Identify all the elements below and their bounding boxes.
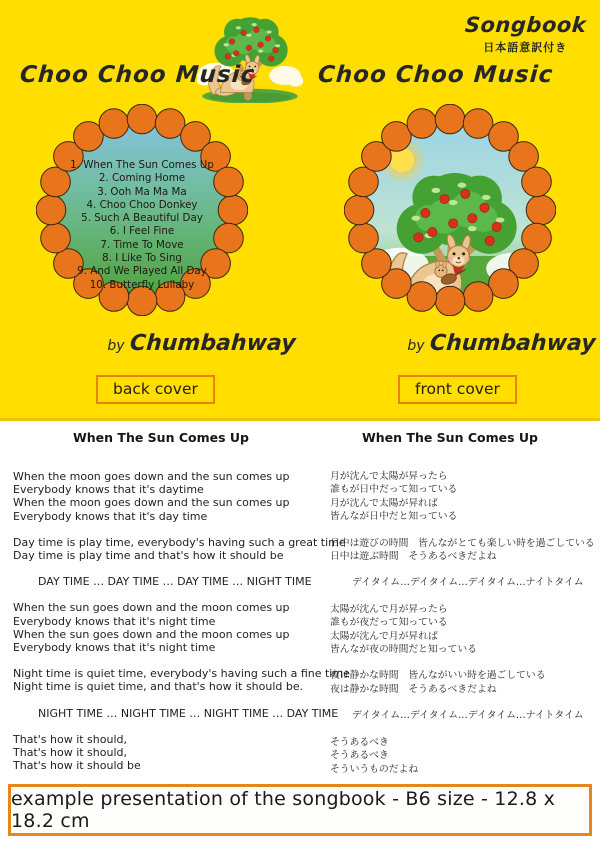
lyric-line: Everybody knows that it's daytime xyxy=(13,483,204,497)
artist-name: Chumbahway xyxy=(428,331,596,356)
tracklist xyxy=(52,159,232,292)
track-item: 4. Choo Choo Donkey xyxy=(86,198,198,211)
stanza xyxy=(13,733,309,773)
stanza xyxy=(13,601,309,654)
lyric-line: 月が沈んで太陽が昇れば xyxy=(330,497,438,509)
chorus-line xyxy=(330,576,592,589)
front-cover-artwork xyxy=(344,104,556,316)
lyric-line: 日中は遊ぶ時間 そうあるべきだよね xyxy=(330,551,497,563)
lyric-line: When the moon goes down and the sun comes up xyxy=(13,470,290,483)
chorus-line xyxy=(13,575,312,589)
byline-back xyxy=(100,331,295,356)
lyric-line: 誰もが日中だって知っている xyxy=(330,484,458,496)
track-item: 2. Coming Home xyxy=(98,172,186,185)
lyric-line: 月が沈んで太陽が昇ったら xyxy=(330,471,448,482)
lyric-line: Night time is quiet time, and that's how it should be. xyxy=(13,680,304,694)
front-cover-tag: front cover xyxy=(398,375,517,404)
front-cover-disc xyxy=(344,104,556,316)
track-item: 5. Such A Beautiful Day xyxy=(81,212,203,225)
caption-text: example presentation of the songbook - B6 size - 12.8 x 18.2 cm xyxy=(11,788,556,832)
lyric-line: 皆んなが日中だと知っている xyxy=(330,511,458,523)
chorus-line xyxy=(330,709,592,722)
caption-box xyxy=(8,784,592,836)
lyric-line: そうあるべき xyxy=(330,736,389,748)
lyric-line: DAY TIME … DAY TIME … DAY TIME … NIGHT TIME xyxy=(38,575,312,589)
byline-by: by xyxy=(407,338,425,354)
lyric-line: That's how it should be xyxy=(13,759,141,773)
track-item: 6. I Feel Fine xyxy=(109,225,175,238)
chorus-line xyxy=(13,706,339,720)
lyric-line: Day time is play time, everybody's having such a great time xyxy=(13,535,346,549)
back-cover-artwork xyxy=(36,104,248,316)
song-title-english: When The Sun Comes Up xyxy=(73,430,249,445)
lyric-line: Night time is quiet time, everybody's having such a fine time xyxy=(13,667,350,681)
stanza xyxy=(330,603,592,657)
yellow-header xyxy=(0,0,600,421)
lyric-line: Everybody knows that it's night time xyxy=(13,614,216,628)
artist-name: Chumbahway xyxy=(128,331,296,356)
lyric-line: NIGHT TIME … NIGHT TIME … NIGHT TIME … DAY TIME xyxy=(38,706,339,720)
kangaroo-tree-logo xyxy=(197,12,303,104)
lyric-line: 太陽が沈んで月が昇れば xyxy=(330,630,438,642)
lyric-line: デイタイム…デイタイム…デイタイム…ナイトタイム xyxy=(352,577,584,589)
album-title-front: Choo Choo Music xyxy=(317,62,555,88)
lyric-line: 皆んなが夜の時間だと知っている xyxy=(330,644,477,656)
byline-front xyxy=(400,331,595,356)
lyric-line: That's how it should, xyxy=(13,746,127,760)
track-item: 3. Ooh Ma Ma Ma xyxy=(97,185,187,198)
songbook-title: Songbook xyxy=(463,13,587,37)
track-item: 8. I Like To Sing xyxy=(102,252,182,265)
album-title-back: Choo Choo Music xyxy=(19,62,257,88)
stanza xyxy=(13,667,350,694)
back-cover-tag: back cover xyxy=(96,375,215,404)
lyric-line: 誰もが夜だって知っている xyxy=(330,617,448,629)
track-item: 1. When The Sun Comes Up xyxy=(70,159,214,171)
lyric-line: When the moon goes down and the sun comes up xyxy=(13,496,290,510)
lyrics-column-japanese xyxy=(330,430,595,789)
lyric-line: Day time is play time and that's how it should be xyxy=(13,549,284,563)
song-title-japanese: When The Sun Comes Up xyxy=(362,430,538,445)
track-item: 9. And We Played All Day xyxy=(77,265,207,278)
lyric-line: そうあるべき xyxy=(330,750,389,762)
stanza xyxy=(330,470,592,524)
stanza xyxy=(330,669,592,696)
lyric-line: That's how it should, xyxy=(13,732,127,746)
lyric-line: 太陽が沈んで月が昇ったら xyxy=(330,603,448,615)
track-item: 10. Butterfly Lullaby xyxy=(89,278,195,291)
byline-by: by xyxy=(107,338,125,354)
japanese-translation-note: 日本語意訳付き xyxy=(483,41,568,54)
lyric-line: When the sun goes down and the moon comes up xyxy=(13,627,290,641)
stanza xyxy=(330,537,595,564)
stanza xyxy=(13,470,309,523)
lyric-line: Everybody knows that it's night time xyxy=(13,641,216,655)
track-item: 7. Time To Move xyxy=(100,238,184,251)
lyric-line: When the sun goes down and the moon comes up xyxy=(13,601,290,615)
stanza xyxy=(330,736,592,776)
lyrics-column-english xyxy=(13,430,350,785)
lyric-line: 夜は静かな時間 皆んながいい時を過ごしている xyxy=(330,670,546,682)
lyric-line: そういうものだよね xyxy=(330,763,419,775)
stanza xyxy=(13,535,346,563)
lyric-line: Everybody knows that it's day time xyxy=(13,509,208,523)
lyric-line: 日中は遊びの時間 皆んながとても楽しい時を過ごしている xyxy=(330,537,595,549)
songbook-corner-label xyxy=(465,13,586,55)
lyric-line: デイタイム…デイタイム…デイタイム…ナイトタイム xyxy=(352,710,584,722)
lyric-line: 夜は静かな時間 そうあるべきだよね xyxy=(330,683,497,695)
